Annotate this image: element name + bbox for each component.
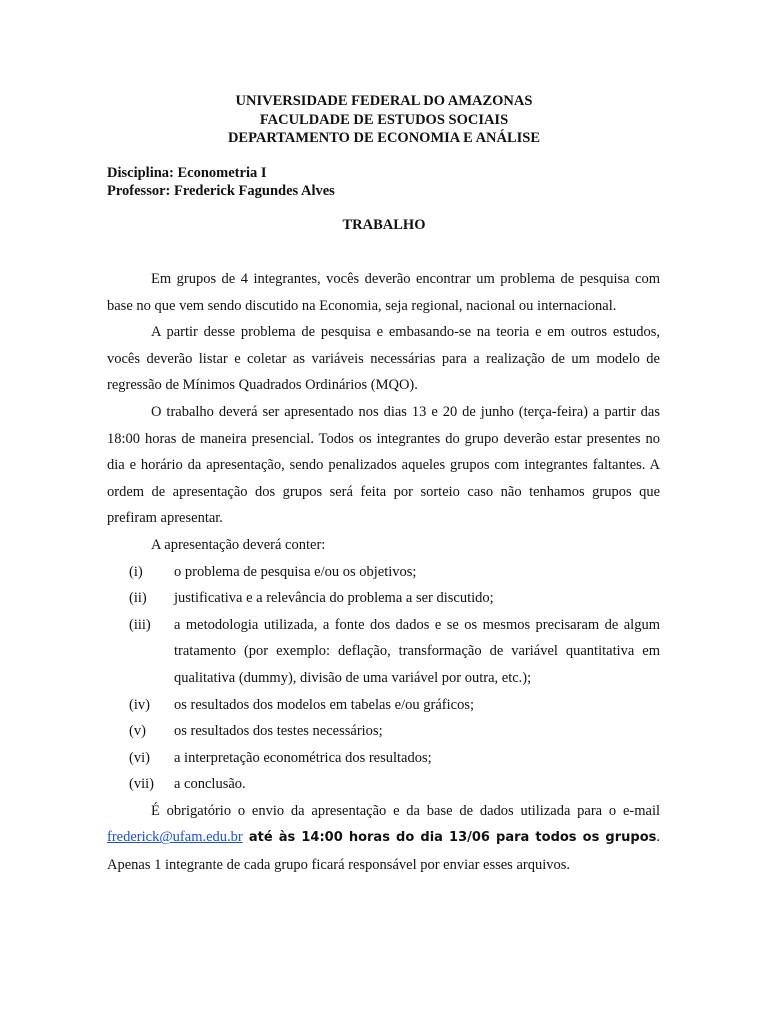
requirements-list (107, 559, 660, 798)
list-marker: (iv) (129, 696, 150, 713)
list-marker: (vi) (129, 749, 150, 766)
list-marker: (vii) (129, 776, 154, 793)
list-item (107, 745, 660, 772)
submission-intro: É obrigatório o envio da apresentação e da base de dados utilizada para o e-mail (151, 802, 660, 819)
document-header (0, 92, 768, 148)
list-item-text: o problema de pesquisa e/ou os objetivos; (174, 563, 417, 580)
list-item-text: justificativa e a relevância do problema a ser discutido; (174, 590, 494, 607)
list-item-text: a interpretação econométrica dos resultados; (174, 749, 432, 766)
list-item (107, 692, 660, 719)
faculty-name: FACULDADE DE ESTUDOS SOCIAIS (259, 111, 509, 128)
list-item-text: os resultados dos testes necessários; (174, 723, 383, 740)
paragraph-schedule: O trabalho deverá ser apresentado nos dias 13 e 20 de junho (terça-feira) a partir das 18:00 horas de maneira presencial. Todos os integrantes do grupo deverão estar presentes no dia e horário da apresentação, sendo penalizados aqueles grupos com integrantes faltantes. A ordem de apresentação dos grupos será feita por sorteio caso não tenhamos grupos que prefiram apresentar. (107, 403, 660, 527)
document-body (107, 266, 660, 879)
list-item (107, 585, 660, 612)
document-title: TRABALHO (342, 217, 426, 233)
email-link[interactable]: frederick@ufam.edu.br (107, 829, 243, 846)
list-item (107, 559, 660, 586)
university-name: UNIVERSIDADE FEDERAL DO AMAZONAS (235, 93, 533, 109)
submission-rest: . Apenas 1 integrante de cada grupo ficará responsável por enviar esses arquivos. (107, 829, 660, 874)
paragraph-submission (107, 798, 660, 879)
paragraph-contents-intro: A apresentação deverá conter: (151, 536, 326, 553)
list-item (107, 718, 660, 745)
list-marker: (i) (129, 563, 143, 580)
list-item (107, 612, 660, 692)
course-info (107, 164, 335, 200)
discipline-line: Disciplina: Econometria I (107, 165, 267, 181)
list-marker: (ii) (129, 590, 147, 607)
deadline-bold: até às 14:00 horas do dia 13/06 para todos os grupos (242, 830, 657, 846)
list-item-text: os resultados dos modelos em tabelas e/ou gráficos; (174, 696, 475, 713)
list-item (107, 771, 660, 798)
list-item-text: a metodologia utilizada, a fonte dos dados e se os mesmos precisaram de algum tratamento (por exemplo: deflação, transformação de variável quantitativa em qualitativa (dummy), divisão de uma variável por outra, etc.); (174, 616, 660, 686)
list-marker: (v) (129, 723, 146, 740)
department-name: DEPARTAMENTO DE ECONOMIA E ANÁLISE (227, 130, 541, 146)
list-marker: (iii) (129, 616, 151, 633)
list-item-text: a conclusão. (174, 776, 246, 793)
paragraph-variables: A partir desse problema de pesquisa e embasando-se na teoria e em outros estudos, vocês deverão listar e coletar as variáveis necessárias para a realização de um modelo de regressão de Mínimos Quadrados Ordinários (MQO). (107, 324, 660, 394)
paragraph-groups: Em grupos de 4 integrantes, vocês deverão encontrar um problema de pesquisa com base no que vem sendo discutido na Economia, seja regional, nacional ou internacional. (107, 271, 660, 314)
professor-line: Professor: Frederick Fagundes Alves (107, 183, 335, 199)
